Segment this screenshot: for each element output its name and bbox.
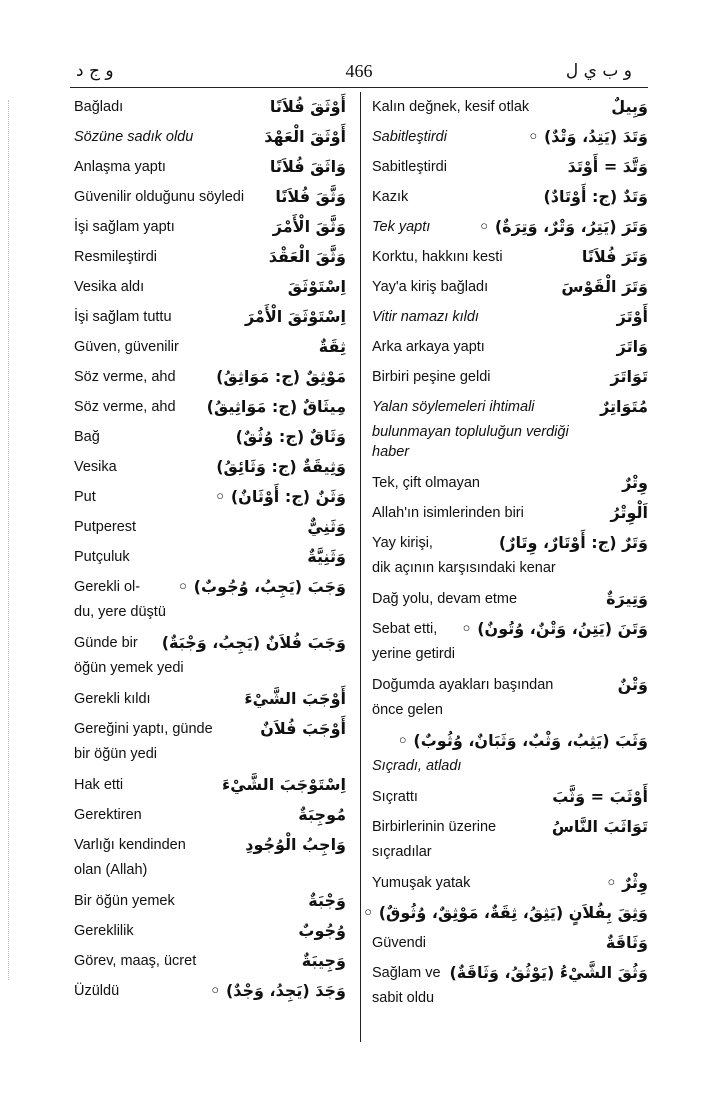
turkish-definition: Yay kirişi, (372, 535, 433, 551)
turkish-definition: Varlığı kendinden (74, 837, 186, 853)
entry-continuation-line (372, 442, 648, 462)
turkish-definition: Anlaşma yaptı (74, 159, 166, 175)
dictionary-entry (372, 782, 648, 812)
dictionary-entry (372, 614, 648, 670)
entry-main-line (74, 242, 346, 272)
entry-main-line (372, 182, 648, 212)
arabic-headword: ثِقَةٌ (318, 337, 346, 356)
entry-main-line (372, 362, 648, 392)
turkish-definition: Sözüne sadık oldu (74, 129, 194, 145)
entry-main-line (372, 528, 648, 558)
arabic-headword: وَاتَرَ (616, 337, 648, 356)
dictionary-entry (372, 362, 648, 392)
arabic-headword: اِسْتَوْثَقَ (287, 277, 346, 296)
turkish-definition: Gerektiren (74, 807, 142, 823)
arabic-headword: مُوجِبَةٌ (298, 805, 346, 824)
entry-main-line (372, 152, 648, 182)
arabic-headword: وَتَرَ (يَتِرُ، وَتْرٌ، وَتِرَةٌ) ◦ (479, 217, 648, 236)
dictionary-entry (372, 812, 648, 868)
arabic-headword: وَثَاقٌ (ج: وُثُقٌ) (235, 427, 346, 446)
dictionary-entry (74, 122, 346, 152)
arabic-headword: وَثُقَ الشَّيْءُ (يَوْثُقُ، وَثَاقَةٌ) (449, 963, 648, 982)
entry-main-line (74, 886, 346, 916)
arabic-headword: مُتَوَاتِرٌ (600, 397, 648, 416)
dictionary-entry (74, 830, 346, 886)
dictionary-entry (74, 542, 346, 572)
turkish-definition-continued: Sıçradı, atladı (372, 758, 462, 774)
dictionary-entry (74, 886, 346, 916)
arabic-headword: وَبِيلٌ (611, 97, 648, 116)
entry-main-line (74, 572, 346, 602)
dictionary-entry (74, 152, 346, 182)
entry-main-line (372, 242, 648, 272)
turkish-definition: Dağ yolu, devam etme (372, 591, 518, 607)
turkish-definition: Kazık (372, 189, 409, 205)
entry-main-line (74, 182, 346, 212)
header-rule (70, 87, 648, 88)
entry-continuation-line (74, 602, 346, 622)
entry-continuation-line (372, 988, 648, 1008)
dictionary-entry (372, 212, 648, 242)
entry-main-line (74, 212, 346, 242)
turkish-definition-continued: sabit oldu (372, 990, 435, 1006)
dictionary-entry (74, 482, 346, 512)
entry-continuation-line (372, 558, 648, 578)
dictionary-entry (74, 452, 346, 482)
header-left-root: و ج د (76, 61, 114, 81)
arabic-headword: أَوْجَبَ الشَّيْءَ (244, 689, 346, 708)
turkish-definition: Yay'a kiriş bağladı (372, 279, 489, 295)
dictionary-entry (74, 242, 346, 272)
dictionary-entry (372, 392, 648, 468)
turkish-definition: Gerekli ol- (74, 579, 141, 595)
page-edge-dotted-line (8, 100, 9, 980)
arabic-headword: وَثَنِيَّةٌ (307, 547, 346, 566)
entry-main-line (372, 332, 648, 362)
turkish-definition: Vesika aldı (74, 279, 145, 295)
entry-main-line (74, 946, 346, 976)
entry-main-line (74, 714, 346, 744)
turkish-definition: Günde bir (74, 635, 138, 651)
turkish-definition: Söz verme, ahd (74, 399, 176, 415)
turkish-definition: Tek yaptı (372, 219, 431, 235)
arabic-headword: وَاجِبُ الْوُجُودِ (245, 835, 346, 854)
entry-main-line (372, 122, 648, 152)
dictionary-entry (372, 242, 648, 272)
entry-main-line (74, 770, 346, 800)
entry-main-line (74, 916, 346, 946)
turkish-definition: Gereğini yaptı, günde (74, 721, 213, 737)
entry-main-line (74, 830, 346, 860)
arabic-headword: أَوْثَقَ فُلاَنًا (269, 97, 346, 116)
dictionary-entry (74, 182, 346, 212)
dictionary-entry (74, 92, 346, 122)
entry-main-line (372, 928, 648, 958)
turkish-definition: Yumuşak yatak (372, 875, 471, 891)
arabic-headword: وَجِيبَةٌ (301, 951, 346, 970)
arabic-headword: وِثْرٌ ◦ (606, 873, 648, 892)
arabic-headword: وَثَّقَ الْعَقْدَ (268, 247, 346, 266)
entry-main-line (372, 392, 648, 422)
entry-main-line (74, 452, 346, 482)
arabic-headword: وَتَرٌ (ج: أَوْتَارٌ، وِتَارٌ) (498, 533, 648, 552)
arabic-headword: وَثَبَ (يَثِبُ، وَثْبٌ، وَثَبَانٌ، وُثُوبٌ) ◦ (397, 731, 648, 750)
dictionary-entry (372, 332, 648, 362)
dictionary-entry (372, 868, 648, 898)
dictionary-entry (372, 958, 648, 1014)
turkish-definition: Putçuluk (74, 549, 130, 565)
arabic-headword: وَثَاقَةٌ (605, 933, 648, 952)
dictionary-entry (74, 272, 346, 302)
dictionary-entry (74, 628, 346, 684)
dictionary-entry (372, 152, 648, 182)
entry-main-line (74, 684, 346, 714)
entry-main-line (74, 512, 346, 542)
entry-main-line (74, 976, 346, 1006)
dictionary-entry (74, 684, 346, 714)
entry-continuation-line (372, 644, 648, 664)
dictionary-entry (372, 726, 648, 782)
turkish-definition-continued: yerine getirdi (372, 646, 456, 662)
turkish-definition-continued: bulunmayan topluluğun verdiği (372, 424, 569, 440)
entry-main-line (74, 542, 346, 572)
right-column (362, 92, 648, 1014)
dictionary-entry (372, 928, 648, 958)
arabic-headword: أَوْثَقَ الْعَهْدَ (264, 127, 346, 146)
arabic-headword: وَثَنٌ (ج: أَوْثَانٌ) ◦ (215, 487, 346, 506)
dictionary-entry (74, 572, 346, 628)
arabic-headword: مِيثَاقٌ (ج: مَوَاثِيقُ) (206, 397, 346, 416)
arabic-headword: وَتَّدَ = أَوْتَدَ (567, 157, 648, 176)
arabic-headword: وَجْبَةٌ (308, 891, 346, 910)
arabic-headword: وَجَبَ (يَجِبُ، وُجُوبٌ) ◦ (177, 577, 346, 596)
turkish-definition: Gereklilik (74, 923, 134, 939)
turkish-definition: Sağlam ve (372, 965, 441, 981)
arabic-headword: أَوْجَبَ فُلاَنٌ (260, 719, 346, 738)
entry-continuation-line (372, 700, 648, 720)
arabic-headword: وِتْرٌ (622, 473, 648, 492)
arabic-headword: وَتَدٌ (ج: أَوْتَادٌ) (543, 187, 648, 206)
turkish-definition: Vesika (74, 459, 117, 475)
entry-main-line (74, 482, 346, 512)
entry-main-line (372, 212, 648, 242)
dictionary-entry (74, 302, 346, 332)
entry-main-line (362, 898, 648, 928)
turkish-definition: Birbirlerinin üzerine (372, 819, 497, 835)
entry-continuation-line (372, 756, 648, 776)
turkish-definition-continued: haber (372, 444, 410, 460)
dictionary-entry (372, 498, 648, 528)
entry-main-line (74, 422, 346, 452)
turkish-definition: Tek, çift olmayan (372, 475, 480, 491)
entry-main-line (372, 726, 648, 756)
arabic-headword: وَتَدَ (يَتِدُ، وَتْدٌ) ◦ (528, 127, 648, 146)
arabic-headword: وَجَدَ (يَجِدُ، وَجْدٌ) ◦ (210, 981, 346, 1000)
dictionary-entry (74, 916, 346, 946)
entry-main-line (74, 92, 346, 122)
turkish-definition-continued: sıçradılar (372, 844, 432, 860)
arabic-headword: تَوَاتَرَ (610, 367, 648, 386)
arabic-headword: وَاثَقَ فُلاَنًا (269, 157, 346, 176)
dictionary-entry (372, 468, 648, 498)
turkish-definition-continued: olan (Allah) (74, 862, 148, 878)
turkish-definition: Birbiri peşine geldi (372, 369, 491, 385)
entry-continuation-line (74, 744, 346, 764)
entry-main-line (372, 614, 648, 644)
arabic-headword: وَتَرَ فُلاَنًا (581, 247, 648, 266)
turkish-definition: Doğumda ayakları başından (372, 677, 554, 693)
entry-main-line (372, 868, 648, 898)
arabic-headword: اَلْوِتْرُ (610, 503, 648, 522)
turkish-definition: Söz verme, ahd (74, 369, 176, 385)
entry-continuation-line (74, 658, 346, 678)
dictionary-entry (74, 946, 346, 976)
turkish-definition: Bir öğün yemek (74, 893, 175, 909)
dictionary-entry (74, 332, 346, 362)
entry-main-line (372, 302, 648, 332)
arabic-headword: اِسْتَوْثَقَ الْأَمْرَ (244, 307, 346, 326)
turkish-definition-continued: önce gelen (372, 702, 443, 718)
turkish-definition-continued: dik açının karşısındaki kenar (372, 560, 556, 576)
dictionary-entry (74, 362, 346, 392)
dictionary-entry (74, 976, 346, 1006)
arabic-headword: وَثَّقَ فُلاَنًا (275, 187, 346, 206)
arabic-headword: وَتَنَ (يَتِنُ، وَتْنٌ، وُتُونٌ) ◦ (461, 619, 648, 638)
dictionary-entry (372, 528, 648, 584)
arabic-headword: وَثِيقَةٌ (ج: وَثَائِقُ) (216, 457, 346, 476)
turkish-definition: Güvenilir olduğunu söyledi (74, 189, 245, 205)
entry-continuation-line (372, 422, 648, 442)
dictionary-entry (74, 512, 346, 542)
entry-main-line (74, 628, 346, 658)
arabic-headword: وَثِقَ بِفُلاَنٍ (يَثِقُ، ثِقَةٌ، مَوْثِقٌ، وُثُوقٌ) ◦ (362, 903, 648, 922)
turkish-definition: Allah'ın isimlerinden biri (372, 505, 524, 521)
turkish-definition: Güvendi (372, 935, 427, 951)
turkish-definition: İşi sağlam yaptı (74, 219, 175, 235)
turkish-definition: Kalın değnek, kesif otlak (372, 99, 530, 115)
entry-main-line (372, 958, 648, 988)
entry-main-line (74, 800, 346, 830)
dictionary-entry (74, 422, 346, 452)
column-divider (360, 92, 361, 1042)
entry-main-line (74, 272, 346, 302)
dictionary-entry (372, 92, 648, 122)
entry-main-line (372, 812, 648, 842)
dictionary-entry (74, 714, 346, 770)
arabic-headword: اِسْتَوْجَبَ الشَّيْءَ (222, 775, 346, 794)
entry-main-line (74, 362, 346, 392)
dictionary-entry (74, 392, 346, 422)
arabic-headword: وَجَبَ فُلاَنٌ (يَجِبُ، وَجْبَةٌ) (161, 633, 346, 652)
turkish-definition: Yalan söylemeleri ihtimali (372, 399, 535, 415)
turkish-definition: Arka arkaya yaptı (372, 339, 485, 355)
dictionary-entry (362, 898, 648, 928)
left-column (74, 92, 346, 1006)
entry-main-line (372, 782, 648, 812)
turkish-definition: Görev, maaş, ücret (74, 953, 197, 969)
turkish-definition: Resmileştirdi (74, 249, 157, 265)
dictionary-entry (372, 302, 648, 332)
arabic-headword: مَوْثِقٌ (ج: مَوَاثِقُ) (216, 367, 346, 386)
entry-main-line (372, 468, 648, 498)
arabic-headword: تَوَاثَبَ النَّاسُ (551, 817, 648, 836)
turkish-definition-continued: du, yere düştü (74, 604, 166, 620)
turkish-definition: Sebat etti, (372, 621, 438, 637)
turkish-definition: Vitir namazı kıldı (372, 309, 479, 325)
arabic-headword: أَوْتَرَ (616, 307, 648, 326)
entry-main-line (74, 392, 346, 422)
entry-main-line (74, 302, 346, 332)
arabic-headword: وَتَرَ الْقَوْسَ (561, 277, 648, 296)
entry-main-line (74, 152, 346, 182)
turkish-definition: Güven, güvenilir (74, 339, 179, 355)
header-right-root: و ب ي ل (565, 61, 632, 81)
dictionary-entry (372, 584, 648, 614)
turkish-definition: Korktu, hakkını kesti (372, 249, 503, 265)
dictionary-entry (74, 800, 346, 830)
turkish-definition: Sıçrattı (372, 789, 418, 805)
turkish-definition: Gerekli kıldı (74, 691, 151, 707)
dictionary-entry (372, 272, 648, 302)
turkish-definition: Bağladı (74, 99, 124, 115)
dictionary-entry (372, 122, 648, 152)
arabic-headword: وُجُوبٌ (298, 921, 346, 940)
arabic-headword: وَثَّقَ الْأَمْرَ (272, 217, 346, 236)
entry-main-line (372, 272, 648, 302)
turkish-definition: Sabitleştirdi (372, 159, 447, 175)
entry-main-line (372, 92, 648, 122)
dictionary-entry (372, 670, 648, 726)
turkish-definition: Hak etti (74, 777, 124, 793)
entry-main-line (74, 122, 346, 152)
turkish-definition: Üzüldü (74, 983, 120, 999)
entry-continuation-line (74, 860, 346, 880)
dictionary-entry (74, 212, 346, 242)
arabic-headword: وَتِيرَةٌ (606, 589, 648, 608)
entry-main-line (74, 332, 346, 362)
turkish-definition: Put (74, 489, 96, 505)
turkish-definition-continued: öğün yemek yedi (74, 660, 184, 676)
turkish-definition: Putperest (74, 519, 137, 535)
turkish-definition: Sabitleştirdi (372, 129, 447, 145)
page-number: 466 (345, 61, 373, 81)
entry-main-line (372, 498, 648, 528)
turkish-definition-continued: bir öğün yedi (74, 746, 158, 762)
arabic-headword: أَوْثَبَ = وَثَّبَ (552, 787, 648, 806)
dictionary-entry (74, 770, 346, 800)
entry-main-line (372, 584, 648, 614)
entry-main-line (372, 670, 648, 700)
turkish-definition: İşi sağlam tuttu (74, 309, 172, 325)
entry-continuation-line (372, 842, 648, 862)
arabic-headword: وَثَنِيٌّ (307, 517, 346, 536)
arabic-headword: وَتْنٌ (617, 675, 648, 694)
dictionary-entry (372, 182, 648, 212)
turkish-definition: Bağ (74, 429, 100, 445)
